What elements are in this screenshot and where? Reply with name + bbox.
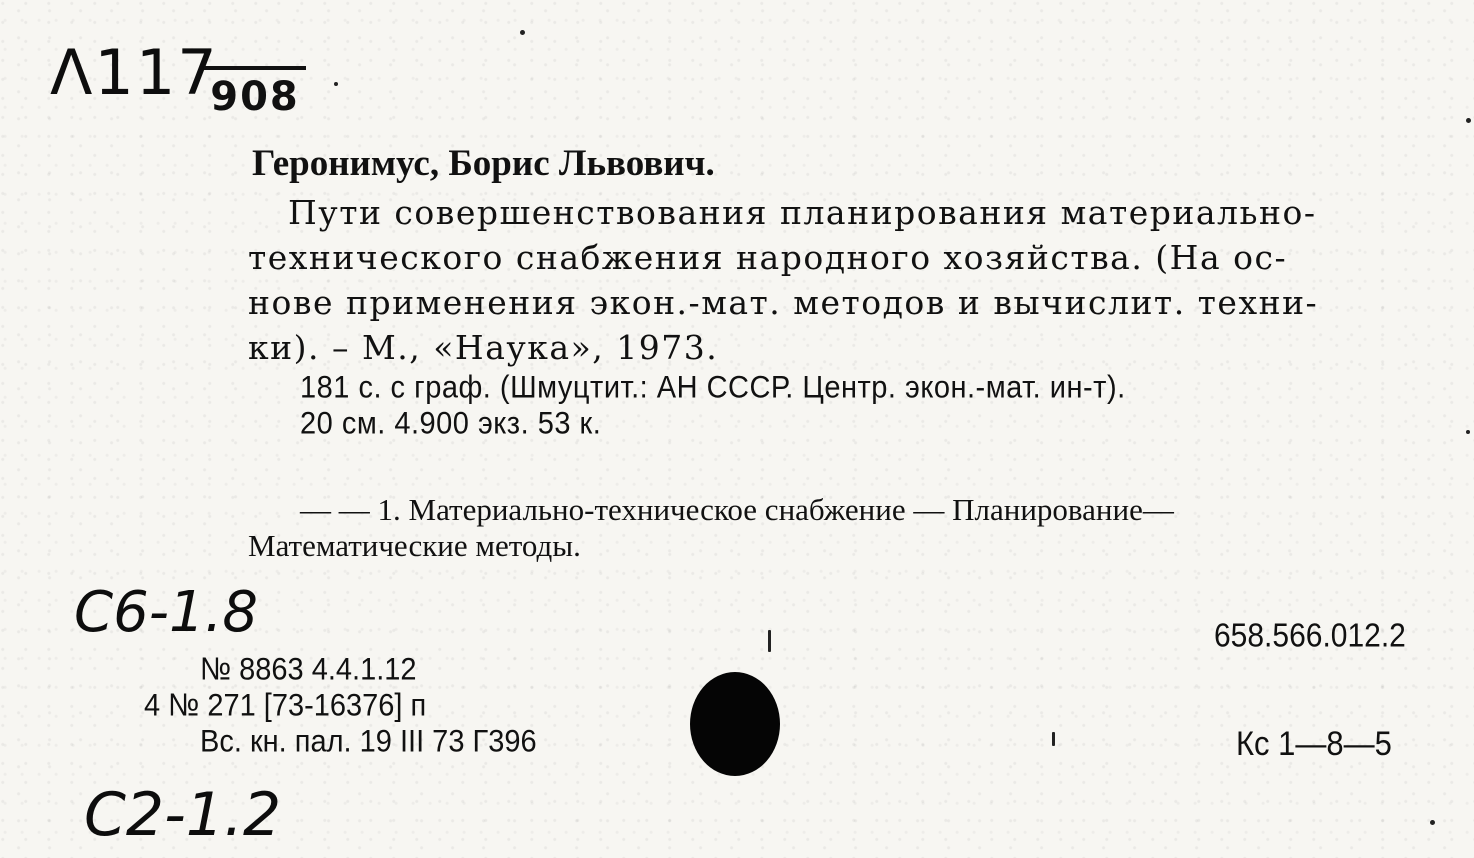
subject-heading-line: — — 1. Материально-техническое снабжение — Планирование— bbox=[300, 492, 1174, 527]
title-line: нове применения экон.-мат. методов и вычислит. техни- bbox=[248, 283, 1319, 322]
classification-index: Кс 1—8—5 bbox=[1236, 724, 1392, 763]
author-heading: Геронимус, Борис Львович. bbox=[252, 143, 715, 184]
shelfmark-fraction: 908 bbox=[204, 66, 306, 124]
technical-line: № 8863 4.4.1.12 bbox=[200, 652, 417, 688]
shelfmark-prefix: Λ117 bbox=[50, 36, 219, 109]
ink-speck bbox=[1430, 820, 1435, 825]
handwritten-code: C2-1.2 bbox=[84, 780, 282, 850]
ink-speck bbox=[334, 82, 338, 86]
punch-hole bbox=[690, 672, 780, 776]
ink-speck bbox=[768, 630, 771, 652]
subject-heading-line: Математические методы. bbox=[248, 528, 581, 563]
ink-speck bbox=[1052, 732, 1055, 746]
collation-line: 20 см. 4.900 экз. 53 к. bbox=[300, 406, 602, 442]
title-line: технического снабжения народного хозяйства. (На ос- bbox=[248, 238, 1288, 277]
collation-line: 181 с. с граф. (Шмуцтит.: АН СССР. Центр. экон.-мат. ин-т). bbox=[300, 370, 1126, 406]
handwritten-code: C6-1.8 bbox=[74, 580, 258, 645]
udc-number: 658.566.012.2 bbox=[1214, 618, 1406, 655]
technical-line: 4 № 271 [73-16376] п bbox=[144, 688, 427, 724]
title-line: Пути совершенствования планирования материально- bbox=[288, 193, 1317, 232]
ink-speck bbox=[520, 30, 525, 35]
technical-line: Вс. кн. пал. 19 III 73 Г396 bbox=[200, 724, 537, 760]
ink-speck bbox=[1466, 118, 1471, 123]
title-line: ки). – М., «Наука», 1973. bbox=[248, 328, 719, 367]
ink-speck bbox=[1466, 430, 1470, 434]
